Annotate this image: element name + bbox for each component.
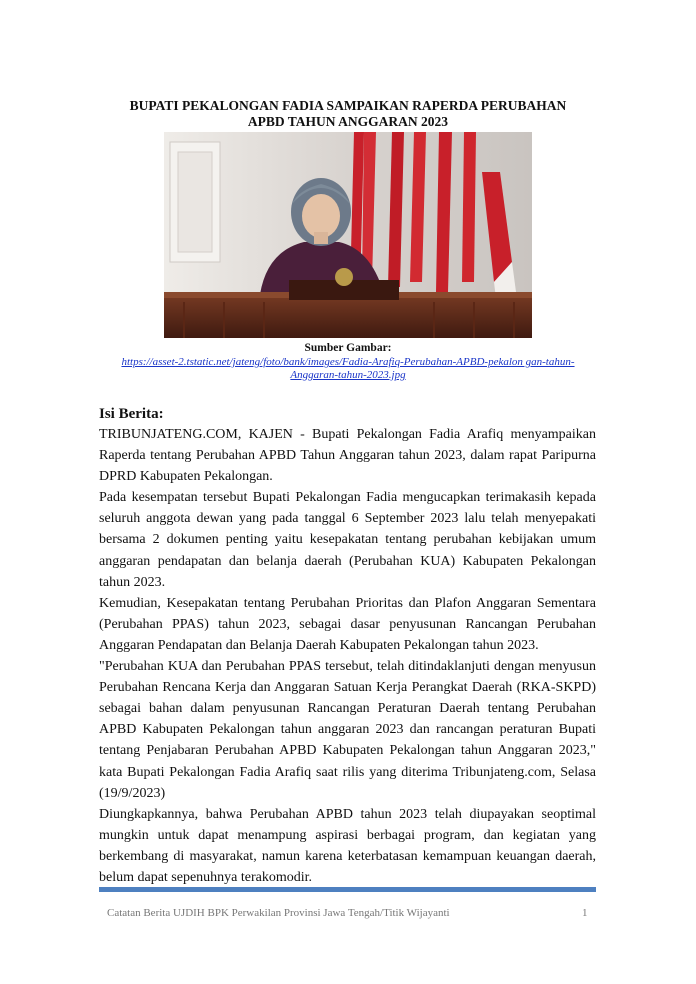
paragraph-4: "Perubahan KUA dan Perubahan PPAS tersebut, telah ditindaklanjuti dengan menyusun Perubahan Rencana Kerja dan Anggaran Satuan Kerja Perangkat Daerah (RKA-SKPD) sebagai bahan dalam penyusunan Rancangan Peraturan Daerah tentang Perubahan APBD Kabupaten Pekalongan tahun anggaran 2023 dan rancangan peraturan Bupati tentang Penjabaran Perubahan APBD Kabupaten Pekalongan tahun Anggaran 2023," kata Bupati Pekalongan Fadia Arafiq saat rilis yang diterima Tribunjateng.com, Selasa (19/9/2023) bbox=[99, 659, 596, 801]
image-source-link-line-2[interactable]: Anggaran-tahun-2023.jpg bbox=[290, 369, 406, 381]
footer-divider bbox=[99, 887, 596, 892]
page-number: 1 bbox=[582, 907, 588, 919]
paragraph-2: Pada kesempatan tersebut Bupati Pekalongan Fadia mengucapkan terimakasih kepada seluruh anggota dewan yang pada tanggal 6 September 2023 lalu telah menyepakati bersama 2 dokumen penting yaitu kesepakatan tentang perubahan kebijakan umum anggaran pendapatan dan belanja daerah (Perubahan KUA) Kabupaten Pekalongan tahun 2023. bbox=[99, 490, 596, 590]
news-photo bbox=[164, 132, 532, 338]
paragraph-1: TRIBUNJATENG.COM, KAJEN - Bupati Pekalongan Fadia Arafiq menyampaikan Raperda tentang Perubahan APBD Tahun Anggaran tahun 2023, dalam rapat Paripurna DPRD Kabupaten Pekalongan. bbox=[99, 427, 596, 485]
title-line-1: BUPATI PEKALONGAN FADIA SAMPAIKAN RAPERDA PERUBAHAN bbox=[129, 98, 567, 113]
section-heading: Isi Berita: bbox=[99, 406, 164, 422]
image-source-link-line-1[interactable]: https://asset-2.tstatic.net/jateng/foto/bank/images/Fadia-Arafiq-Perubahan-APBD-pekalon gan-tahun- bbox=[121, 356, 575, 368]
news-photo-illustration bbox=[164, 132, 532, 338]
image-source-link[interactable] bbox=[120, 356, 576, 382]
paragraph-5: Diungkapkannya, bahwa Perubahan APBD tahun 2023 telah diupayakan seoptimal mungkin untuk dapat menampung aspirasi berbagai program, dan kegiatan yang berkembang di masyarakat, namun karena keterbatasan kemampuan keuangan daerah, belum dapat sepenuhnya terakomodir. bbox=[99, 806, 596, 885]
article-body bbox=[99, 424, 596, 888]
document-title bbox=[100, 98, 596, 130]
image-source-label: Sumber Gambar: bbox=[304, 342, 392, 354]
footer-text: Catatan Berita UJDIH BPK Perwakilan Provinsi Jawa Tengah/Titik Wijayanti bbox=[107, 907, 450, 919]
title-line-2: APBD TAHUN ANGGARAN 2023 bbox=[247, 114, 449, 129]
paragraph-3: Kemudian, Kesepakatan tentang Perubahan Prioritas dan Plafon Anggaran Sementara (Perubahan PPAS) tahun 2023, sebagai dasar penyusunan Rancangan Perubahan Anggaran Pendapatan dan Belanja Daerah Kabupaten Pekalongan tahun 2023. bbox=[99, 595, 596, 653]
